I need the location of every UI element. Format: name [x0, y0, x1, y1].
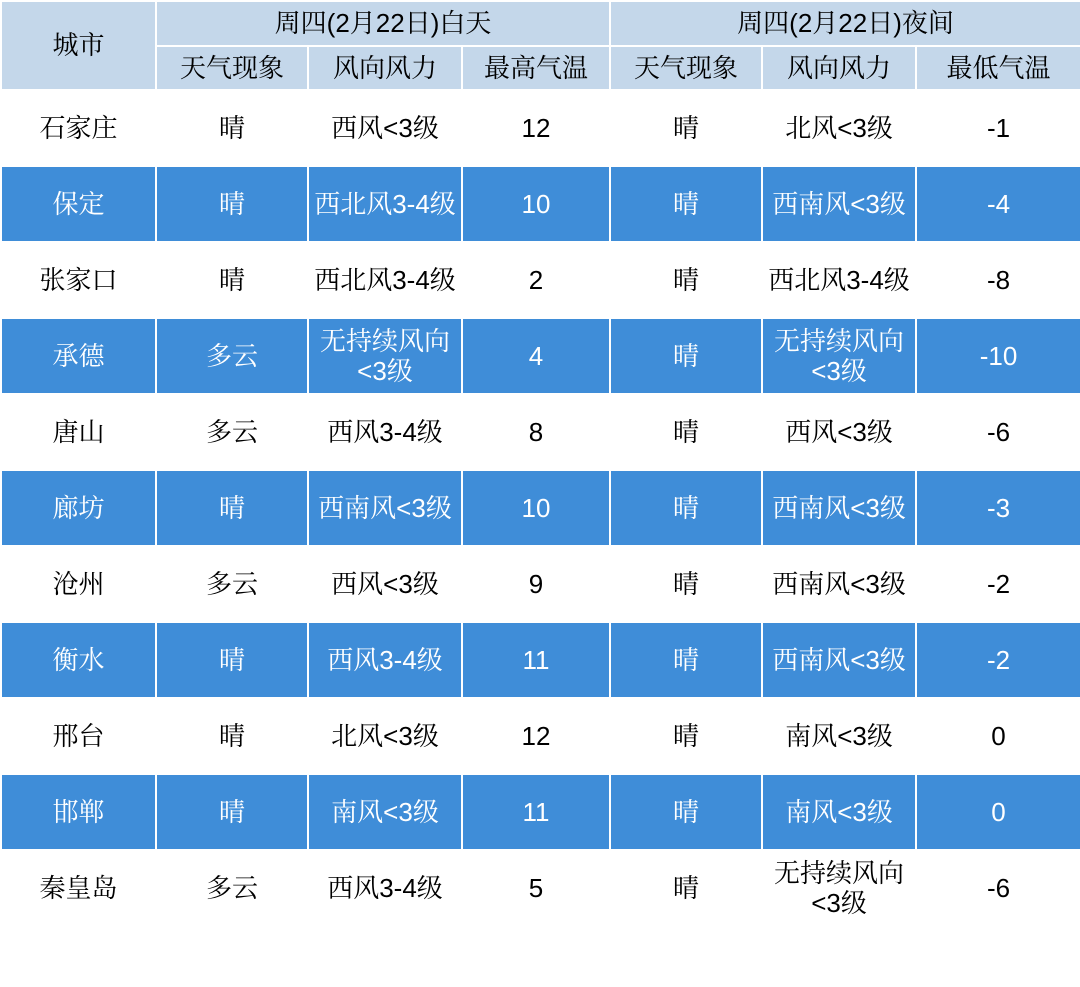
cell-high-temp: 12 [462, 90, 610, 166]
table-row [1, 622, 1080, 698]
cell-day-condition: 晴 [156, 470, 308, 546]
cell-day-wind: 西风3-4级 [308, 850, 462, 926]
cell-night-condition: 晴 [610, 698, 762, 774]
cell-low-temp: -3 [916, 470, 1080, 546]
column-group-header-night: 周四(2月22日)夜间 [610, 1, 1080, 46]
cell-day-wind: 西南风<3级 [308, 470, 462, 546]
column-header-night-condition: 天气现象 [610, 46, 762, 91]
cell-high-temp: 10 [462, 166, 610, 242]
cell-day-condition: 多云 [156, 546, 308, 622]
cell-low-temp: -1 [916, 90, 1080, 166]
cell-high-temp: 2 [462, 242, 610, 318]
cell-high-temp: 8 [462, 394, 610, 470]
table-header-sub-row [1, 46, 1080, 91]
cell-night-condition: 晴 [610, 318, 762, 394]
cell-night-wind: 西南风<3级 [762, 166, 916, 242]
table-body [1, 90, 1080, 926]
column-header-day-condition: 天气现象 [156, 46, 308, 91]
cell-night-wind: 西北风3-4级 [762, 242, 916, 318]
cell-low-temp: -6 [916, 394, 1080, 470]
table-header-top-row [1, 1, 1080, 46]
cell-night-condition: 晴 [610, 774, 762, 850]
table-row [1, 166, 1080, 242]
cell-day-condition: 晴 [156, 166, 308, 242]
column-group-header-day: 周四(2月22日)白天 [156, 1, 610, 46]
cell-high-temp: 10 [462, 470, 610, 546]
cell-day-wind: 无持续风向<3级 [308, 318, 462, 394]
cell-city: 廊坊 [1, 470, 156, 546]
cell-low-temp: -4 [916, 166, 1080, 242]
cell-low-temp: -2 [916, 546, 1080, 622]
table-row [1, 470, 1080, 546]
cell-city: 唐山 [1, 394, 156, 470]
cell-day-wind: 西北风3-4级 [308, 242, 462, 318]
table-row [1, 546, 1080, 622]
cell-city: 石家庄 [1, 90, 156, 166]
table-row [1, 318, 1080, 394]
cell-day-wind: 南风<3级 [308, 774, 462, 850]
cell-city: 邯郸 [1, 774, 156, 850]
cell-night-wind: 北风<3级 [762, 90, 916, 166]
table-row [1, 774, 1080, 850]
cell-night-condition: 晴 [610, 470, 762, 546]
cell-day-condition: 晴 [156, 698, 308, 774]
table-row [1, 90, 1080, 166]
cell-high-temp: 4 [462, 318, 610, 394]
cell-city: 张家口 [1, 242, 156, 318]
cell-high-temp: 11 [462, 774, 610, 850]
cell-night-condition: 晴 [610, 622, 762, 698]
cell-day-condition: 晴 [156, 90, 308, 166]
cell-day-wind: 西北风3-4级 [308, 166, 462, 242]
cell-night-wind: 西南风<3级 [762, 622, 916, 698]
cell-day-condition: 多云 [156, 394, 308, 470]
column-header-night-wind: 风向风力 [762, 46, 916, 91]
cell-city: 承德 [1, 318, 156, 394]
cell-low-temp: 0 [916, 698, 1080, 774]
table-row [1, 242, 1080, 318]
cell-city: 邢台 [1, 698, 156, 774]
cell-day-condition: 晴 [156, 774, 308, 850]
cell-low-temp: -10 [916, 318, 1080, 394]
cell-high-temp: 11 [462, 622, 610, 698]
cell-day-condition: 多云 [156, 318, 308, 394]
cell-night-condition: 晴 [610, 166, 762, 242]
cell-night-wind: 南风<3级 [762, 698, 916, 774]
cell-low-temp: -6 [916, 850, 1080, 926]
table-row [1, 850, 1080, 926]
cell-night-condition: 晴 [610, 546, 762, 622]
cell-day-wind: 北风<3级 [308, 698, 462, 774]
cell-city: 衡水 [1, 622, 156, 698]
cell-day-condition: 多云 [156, 850, 308, 926]
column-header-city: 城市 [1, 1, 156, 90]
cell-city: 保定 [1, 166, 156, 242]
cell-night-wind: 无持续风向<3级 [762, 318, 916, 394]
table-row [1, 698, 1080, 774]
cell-day-condition: 晴 [156, 622, 308, 698]
cell-day-wind: 西风3-4级 [308, 622, 462, 698]
cell-day-condition: 晴 [156, 242, 308, 318]
cell-night-condition: 晴 [610, 242, 762, 318]
cell-day-wind: 西风<3级 [308, 546, 462, 622]
cell-low-temp: -8 [916, 242, 1080, 318]
cell-day-wind: 西风<3级 [308, 90, 462, 166]
cell-night-wind: 西风<3级 [762, 394, 916, 470]
cell-night-wind: 西南风<3级 [762, 546, 916, 622]
column-header-low-temp: 最低气温 [916, 46, 1080, 91]
cell-night-condition: 晴 [610, 394, 762, 470]
cell-low-temp: 0 [916, 774, 1080, 850]
cell-high-temp: 9 [462, 546, 610, 622]
cell-night-condition: 晴 [610, 850, 762, 926]
column-header-day-wind: 风向风力 [308, 46, 462, 91]
cell-night-wind: 西南风<3级 [762, 470, 916, 546]
cell-night-condition: 晴 [610, 90, 762, 166]
cell-day-wind: 西风3-4级 [308, 394, 462, 470]
cell-low-temp: -2 [916, 622, 1080, 698]
cell-high-temp: 12 [462, 698, 610, 774]
cell-high-temp: 5 [462, 850, 610, 926]
cell-city: 秦皇岛 [1, 850, 156, 926]
cell-night-wind: 南风<3级 [762, 774, 916, 850]
column-header-high-temp: 最高气温 [462, 46, 610, 91]
table-header [1, 1, 1080, 90]
cell-night-wind: 无持续风向<3级 [762, 850, 916, 926]
cell-city: 沧州 [1, 546, 156, 622]
table-row [1, 394, 1080, 470]
